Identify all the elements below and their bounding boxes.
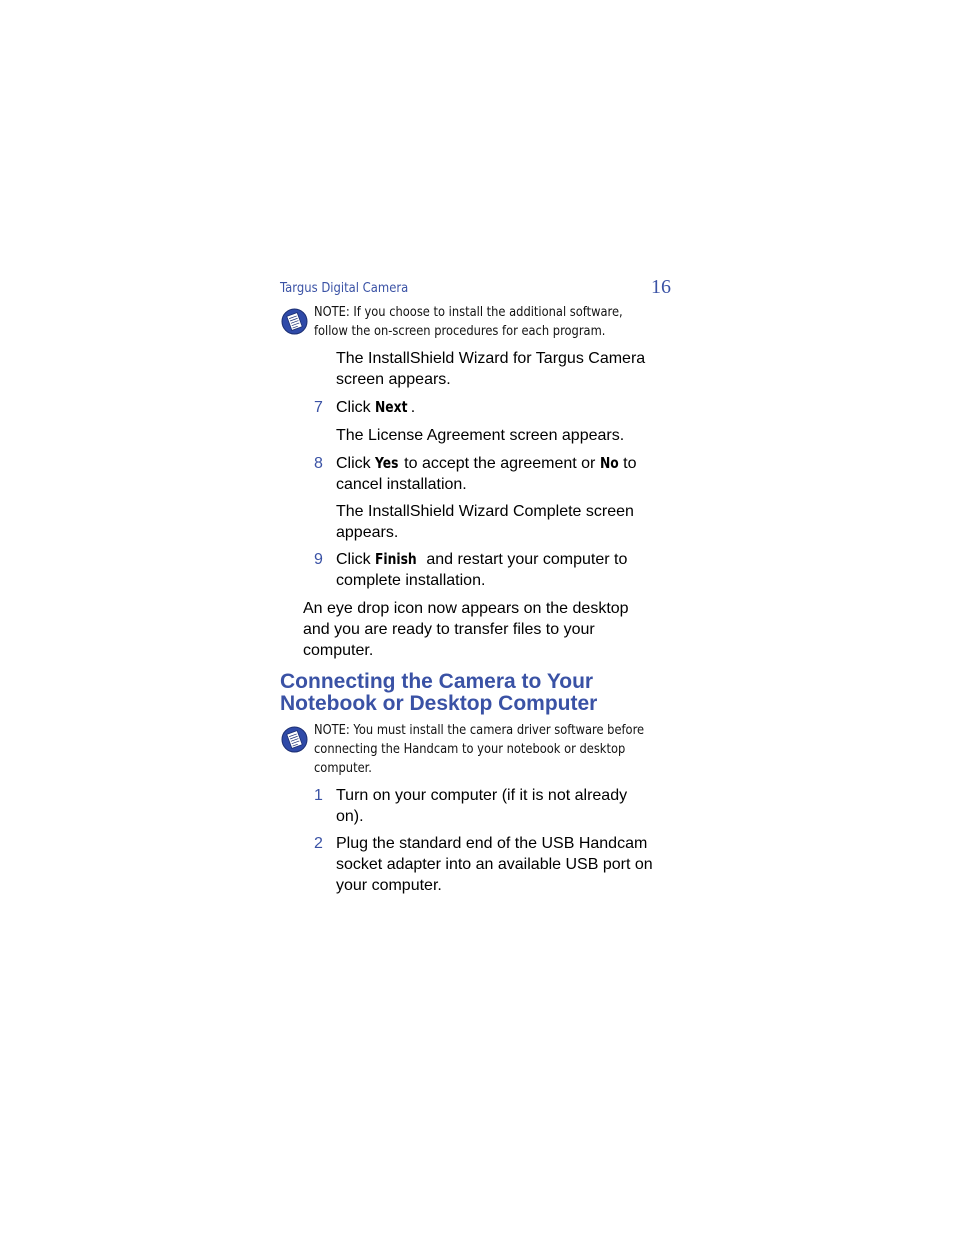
step-text: to [618, 455, 637, 472]
paragraph-line: computer. [303, 642, 374, 659]
paragraph-line: An eye drop icon now appears on the desktop [303, 600, 629, 617]
step-7-text [336, 397, 676, 418]
step-text: to accept the agreement or [399, 455, 600, 472]
step-2-text [336, 833, 676, 896]
step-text: Click [336, 399, 376, 416]
note-pad-icon [281, 726, 308, 753]
step-number: 8 [314, 455, 323, 472]
step-1-text [336, 785, 676, 827]
result-line: The License Agreement screen appears. [336, 427, 625, 444]
step-text: Click [336, 455, 376, 472]
keyword-next: Next [375, 398, 408, 416]
note-pad-icon [281, 308, 308, 335]
result-line: screen appears. [336, 371, 451, 388]
step-result [336, 501, 676, 543]
step-text: Plug the standard end of the USB Handcam [336, 835, 648, 852]
note-line: follow the on-screen procedures for each program. [314, 323, 606, 339]
note-driver-required [314, 721, 644, 778]
result-line: The InstallShield Wizard for Targus Camera [336, 350, 646, 367]
heading-line: Connecting the Camera to Your [280, 670, 594, 693]
step-text: and restart your computer to [421, 551, 628, 568]
step-result [336, 425, 676, 446]
step-text: socket adapter into an available USB port on [336, 856, 653, 873]
heading-line: Notebook or Desktop Computer [280, 692, 598, 715]
step-text: complete installation. [336, 572, 486, 589]
section-heading [280, 671, 700, 715]
note-installation-software [314, 303, 623, 341]
keyword-finish: Finish [375, 550, 417, 568]
step-9-text [336, 549, 676, 591]
running-header-title: Targus Digital Camera [280, 280, 409, 296]
note-line: connecting the Handcam to your notebook or desktop [314, 741, 626, 757]
step-text: Click [336, 551, 376, 568]
step-result [336, 348, 676, 390]
note-line: computer. [314, 760, 372, 776]
keyword-yes: Yes [375, 454, 399, 472]
keyword-no: No [599, 454, 619, 472]
step-8-text [336, 453, 676, 495]
note-line: NOTE: If you choose to install the additional software, [314, 304, 623, 320]
step-text: Turn on your computer (if it is not already [336, 787, 628, 804]
result-line: The InstallShield Wizard Complete screen [336, 503, 634, 520]
step-text: . [410, 399, 416, 416]
result-line: appears. [336, 524, 399, 541]
step-number: 7 [314, 399, 323, 416]
step-number: 1 [314, 787, 323, 804]
step-text: on). [336, 808, 364, 825]
body-paragraph [303, 598, 663, 661]
page-number: 16 [651, 276, 671, 298]
note-line: NOTE: You must install the camera driver software before [314, 722, 645, 738]
step-number: 9 [314, 551, 323, 568]
step-number: 2 [314, 835, 323, 852]
step-text: your computer. [336, 877, 442, 894]
step-text: cancel installation. [336, 476, 467, 493]
paragraph-line: and you are ready to transfer files to your [303, 621, 595, 638]
